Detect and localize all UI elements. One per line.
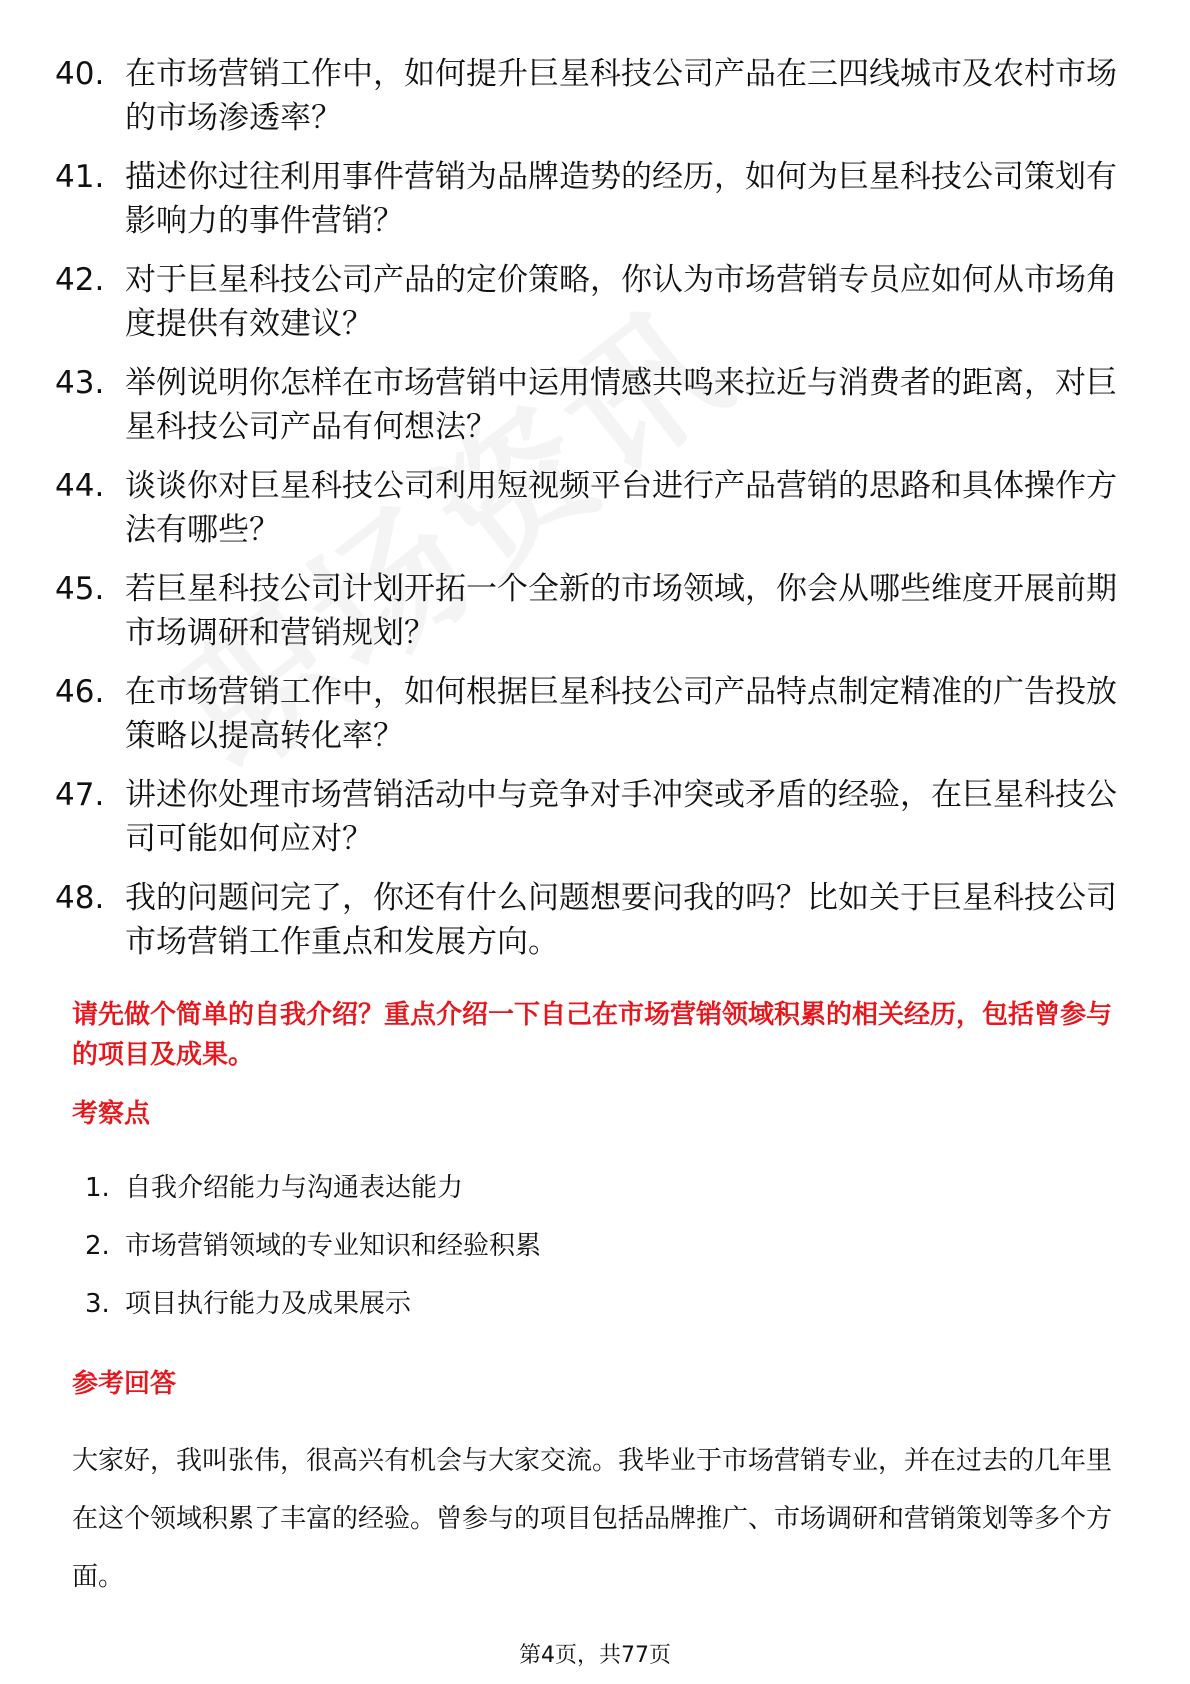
page-footer: 第4页，共77页 <box>519 1643 671 1668</box>
question-text: 谈谈你对巨星科技公司利用短视频平台进行产品营销的思路和具体操作方法有哪些？ <box>125 468 1117 548</box>
exam-point-text: 自我介绍能力与沟通表达能力 <box>125 1173 464 1203</box>
question-item <box>55 258 1125 346</box>
question-number: 41. <box>55 159 105 195</box>
exam-points-heading: 考察点 <box>72 1099 151 1129</box>
question-number: 46. <box>55 674 105 710</box>
question-number: 43. <box>55 365 105 401</box>
question-text: 若巨星科技公司计划开拓一个全新的市场领域，你会从哪些维度开展前期市场调研和营销规划？ <box>125 571 1117 651</box>
question-text: 讲述你处理市场营销活动中与竞争对手冲突或矛盾的经验，在巨星科技公司可能如何应对？ <box>125 777 1117 857</box>
question-number: 42. <box>55 262 105 298</box>
question-text: 在市场营销工作中，如何根据巨星科技公司产品特点制定精准的广告投放策略以提高转化率？ <box>125 674 1117 754</box>
exam-point-number: 1. <box>85 1173 110 1203</box>
question-item <box>55 567 1125 655</box>
question-number: 44. <box>55 468 105 504</box>
exam-point-item <box>85 1286 541 1344</box>
question-text: 举例说明你怎样在市场营销中运用情感共鸣来拉近与消费者的距离，对巨星科技公司产品有何想法？ <box>125 365 1117 445</box>
question-item <box>55 464 1125 552</box>
question-number: 40. <box>55 56 105 92</box>
exam-point-number: 2. <box>85 1231 110 1261</box>
question-item <box>55 670 1125 758</box>
exam-points-list <box>85 1170 541 1344</box>
question-text: 描述你过往利用事件营销为品牌造势的经历，如何为巨星科技公司策划有影响力的事件营销？ <box>125 159 1117 239</box>
featured-question: 请先做个简单的自我介绍？重点介绍一下自己在市场营销领域积累的相关经历，包括曾参与的项目及成果。 <box>72 1000 1113 1070</box>
question-item <box>55 52 1125 140</box>
question-number: 45. <box>55 571 105 607</box>
exam-point-text: 市场营销领域的专业知识和经验积累 <box>125 1231 542 1261</box>
question-list <box>55 52 1125 979</box>
reference-answer-heading: 参考回答 <box>72 1369 177 1399</box>
question-text: 在市场营销工作中，如何提升巨星科技公司产品在三四线城市及农村市场的市场渗透率？ <box>125 56 1117 136</box>
question-item <box>55 876 1125 964</box>
exam-point-number: 3. <box>85 1289 110 1319</box>
question-text: 对于巨星科技公司产品的定价策略，你认为市场营销专员应如何从市场角度提供有效建议？ <box>125 262 1117 342</box>
reference-answer-text: 大家好，我叫张伟，很高兴有机会与大家交流。我毕业于市场营销专业，并在过去的几年里在这个领域积累了丰富的经验。曾参与的项目包括品牌推广、市场调研和营销策划等多个方面。 <box>72 1446 1113 1592</box>
exam-point-text: 项目执行能力及成果展示 <box>125 1289 412 1319</box>
question-text: 我的问题问完了，你还有什么问题想要问我的吗？比如关于巨星科技公司市场营销工作重点和发展方向。 <box>125 880 1117 960</box>
question-number: 48. <box>55 880 105 916</box>
question-number: 47. <box>55 777 105 813</box>
question-item <box>55 773 1125 861</box>
exam-point-item <box>85 1228 541 1286</box>
exam-point-item <box>85 1170 541 1228</box>
question-item <box>55 155 1125 243</box>
question-item <box>55 361 1125 449</box>
